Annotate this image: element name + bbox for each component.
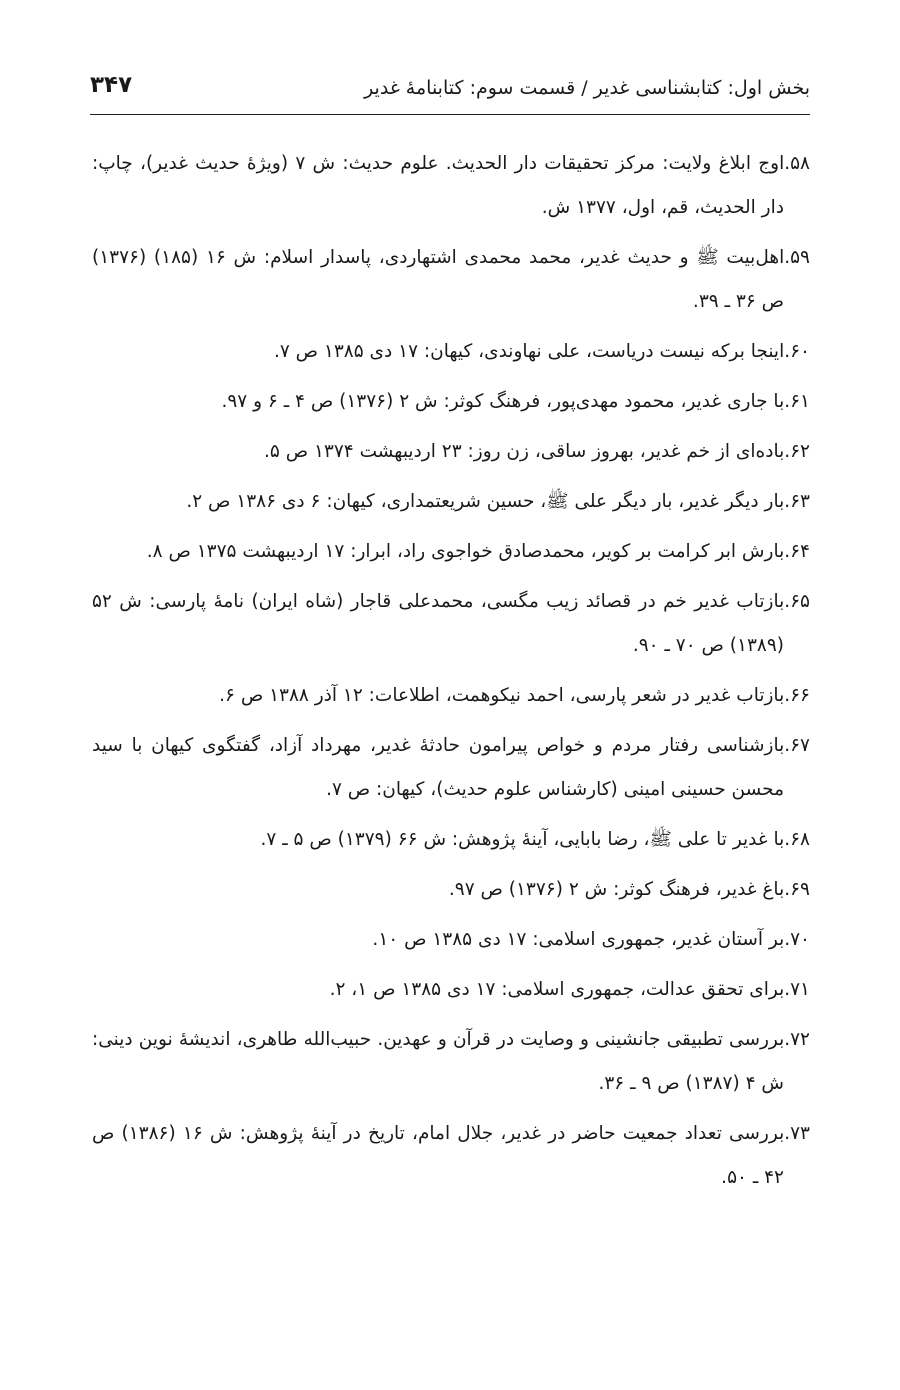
entry-text: اهل‌بیت ﷺ و حدیث غدیر، محمد محمدی اشتهاردی، پاسدار اسلام: ش ۱۶ (۱۸۵) (۱۳۷۶) ص ۳۶ ـ ۳۹. [92,247,785,312]
entry-text: برای تحقق عدالت، جمهوری اسلامی: ۱۷ دی ۱۳۸۵ ص ۱، ۲. [329,979,785,1000]
list-item [92,818,810,862]
entry-text: بازشناسی رفتار مردم و خواص پیرامون حادثهٔ غدیر، مهرداد آزاد، گفتگوی کیهان با سید محسن حسینی امینی (کارشناس علوم حدیث)، کیهان: ص ۷. [92,735,785,800]
list-item [92,380,810,424]
entry-text: باده‌ای از خم غدیر، بهروز ساقی، زن روز: ۲۳ اردیبهشت ۱۳۷۴ ص ۵. [264,441,785,462]
entry-text: با جاری غدیر، محمود مهدی‌پور، فرهنگ کوثر: ش ۲ (۱۳۷۶) ص ۴ ـ ۶ و ۹۷. [221,391,785,412]
list-item [92,674,810,718]
list-item [92,430,810,474]
entry-number: ۶۹. [784,879,810,900]
entry-text: بار دیگر غدیر، بار دیگر علی ﷺ، حسین شریعتمداری، کیهان: ۶ دی ۱۳۸۶ ص ۲. [186,491,785,512]
list-item [92,918,810,962]
entry-number: ۶۰. [784,341,810,362]
entry-number: ۷۲. [784,1029,810,1050]
entry-number: ۶۵. [784,591,810,612]
entry-number: ۵۸. [784,153,810,174]
entry-number: ۶۸. [784,829,810,850]
entry-text: با غدیر تا علی ﷺ، رضا بابایی، آینهٔ پژوهش: ش ۶۶ (۱۳۷۹) ص ۵ ـ ۷. [260,829,785,850]
list-item [92,968,810,1012]
list-item [92,236,810,324]
entry-text: باغ غدیر، فرهنگ کوثر: ش ۲ (۱۳۷۶) ص ۹۷. [448,879,785,900]
list-item [92,480,810,524]
entry-text: بارش ابر کرامت بر کویر، محمدصادق خواجوی راد، ابرار: ۱۷ اردیبهشت ۱۳۷۵ ص ۸. [146,541,785,562]
entry-number: ۷۳. [784,1123,810,1144]
entry-number: ۵۹. [784,247,810,268]
entry-text: بازتاب غدیر در شعر پارسی، احمد نیکوهمت، اطلاعات: ۱۲ آذر ۱۳۸۸ ص ۶. [219,685,785,706]
list-item [92,724,810,812]
list-item [92,1112,810,1200]
entry-text: اوج ابلاغ ولایت: مرکز تحقیقات دار الحدیث. علوم حدیث: ش ۷ (ویژهٔ حدیث غدیر)، چاپ: دار الحدیث، قم، اول، ۱۳۷۷ ش. [92,153,785,218]
page-number: ۳۴۷ [90,72,133,98]
bibliography-list [92,142,810,1206]
entry-text: بررسی تعداد جمعیت حاضر در غدیر، جلال امام، تاریخ در آینهٔ پژوهش: ش ۱۶ (۱۳۸۶) ص ۴۲ ـ ۵۰. [92,1123,785,1188]
list-item [92,530,810,574]
list-item [92,142,810,230]
entry-number: ۶۲. [784,441,810,462]
list-item [92,330,810,374]
entry-number: ۷۱. [784,979,810,1000]
entry-number: ۶۴. [784,541,810,562]
page-header [90,68,810,115]
running-title: بخش اول: کتابشناسی غدیر / قسمت سوم: کتابنامهٔ غدیر [364,77,810,99]
entry-number: ۶۳. [784,491,810,512]
list-item [92,868,810,912]
entry-number: ۷۰. [784,929,810,950]
entry-text: بررسی تطبیقی جانشینی و وصایت در قرآن و عهدین. حبیب‌الله طاهری، اندیشهٔ نوین دینی: ش ۴ (۱۳۸۷) ص ۹ ـ ۳۶. [92,1029,785,1094]
entry-text: بازتاب غدیر خم در قصائد زیب مگسی، محمدعلی قاجار (شاه ایران) نامهٔ پارسی: ش ۵۲ (۱۳۸۹) ص ۷۰ ـ ۹۰. [92,591,785,656]
entry-text: بر آستان غدیر، جمهوری اسلامی: ۱۷ دی ۱۳۸۵ ص ۱۰. [372,929,785,950]
list-item [92,1018,810,1106]
entry-number: ۶۶. [784,685,810,706]
entry-number: ۶۱. [784,391,810,412]
entry-text: اینجا برکه نیست دریاست، علی نهاوندی، کیهان: ۱۷ دی ۱۳۸۵ ص ۷. [273,341,785,362]
list-item [92,580,810,668]
entry-number: ۶۷. [784,735,810,756]
